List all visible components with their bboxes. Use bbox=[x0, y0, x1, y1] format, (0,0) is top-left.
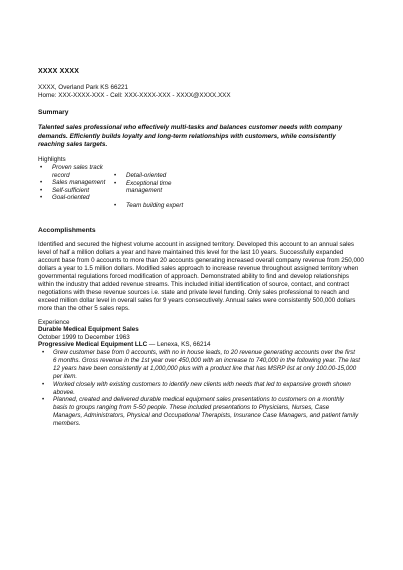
highlight-item: • Exceptional time management bbox=[112, 180, 196, 195]
address-line: XXXX, Overland Park KS 66221 bbox=[38, 84, 128, 91]
highlights-list-left bbox=[38, 164, 114, 202]
summary-text: Talented sales professional who effectively multi-tasks and balances customer needs with company demands. Efficiently builds loyalty and long-term relationships with customers, while consistently reaching sales targets. bbox=[38, 124, 343, 149]
job-bullet: • Worked closely with existing customers to identify new clients with needs that led to expansive growth shown abovee. bbox=[38, 381, 360, 397]
candidate-name: XXXX XXXX bbox=[38, 68, 80, 75]
job-bullet: • Planned, created and delivered durable medical equipment sales presentations to customers on a monthly basis to groups ranging from 5-50 people. These included presentations to Physicians, Nurses, Case Managers, Administrators, Physical and Occupational Therapists, Insurance Case Managers, and patient family members. bbox=[38, 396, 360, 428]
highlight-item: • Self-sufficient bbox=[38, 187, 114, 195]
separator: — bbox=[148, 341, 157, 348]
highlight-item: • Team building expert bbox=[112, 202, 222, 210]
company-name: Progressive Medical Equipment LLC bbox=[38, 341, 148, 348]
job-dates: October 1999 to December 1963 bbox=[38, 334, 130, 341]
highlight-item: • Sales management bbox=[38, 179, 114, 187]
job-title: Durable Medical Equipment Sales bbox=[38, 326, 139, 333]
summary-heading: Summary bbox=[38, 109, 69, 116]
highlight-item: • Proven sales track record bbox=[38, 164, 114, 179]
job-employer bbox=[38, 341, 211, 348]
highlights-list-right bbox=[112, 172, 222, 209]
accomplishments-heading: Accomplishments bbox=[38, 227, 96, 234]
experience-label: Experience bbox=[38, 319, 70, 326]
accomplishments-text: Identified and secured the highest volume account in assigned territory. Developed this account to an annual sales level of half a million dollars a year and have maintained this level for the last 10 years. Successfully expanded account base from 0 accounts to more than 20 accounts generating increased overall company revenue from 250,000 dollars a year to 1.5 million dollars. Modified sales approach to increase revenue throughout assigned territory when governmental regulations forced modification of approach. Demonstrated ability to find and develop relationships within the industry that added revenue streams. This included initial identification of source, contact, and contract negotiations with these revenue sources i.e. state and private level funding. Only sales professional to reach and exceed million dollar level in overall sales for 9 years consecutively. Annual sales were consistently 500,000 dollars more than the other 5 sales reps. bbox=[38, 241, 364, 313]
job-bullet: • Grew customer base from 0 accounts, with no in house leads, to 20 revenue generating accounts over the first 6 months. Gross revenue in the 1st year over 450,000 with an increase to 740,000 in the following year. The last 12 years have been consistently at 1,000,000 plus with a product line that has MSRP list at only 100.00-15,000 per item. bbox=[38, 349, 360, 381]
highlights-label: Highlights bbox=[38, 156, 66, 163]
highlight-item: • Detail-oriented bbox=[112, 172, 222, 180]
job-bullets bbox=[38, 349, 360, 428]
company-location: Lenexa, KS, 66214 bbox=[156, 341, 211, 348]
phone-line: Home: XXX-XXXX-XXX - Cell: XXX-XXXX-XXX - XXXX@XXXX.XXX bbox=[38, 92, 231, 99]
contact-block bbox=[38, 84, 231, 100]
highlight-item: • Goal-oriented bbox=[38, 194, 114, 202]
